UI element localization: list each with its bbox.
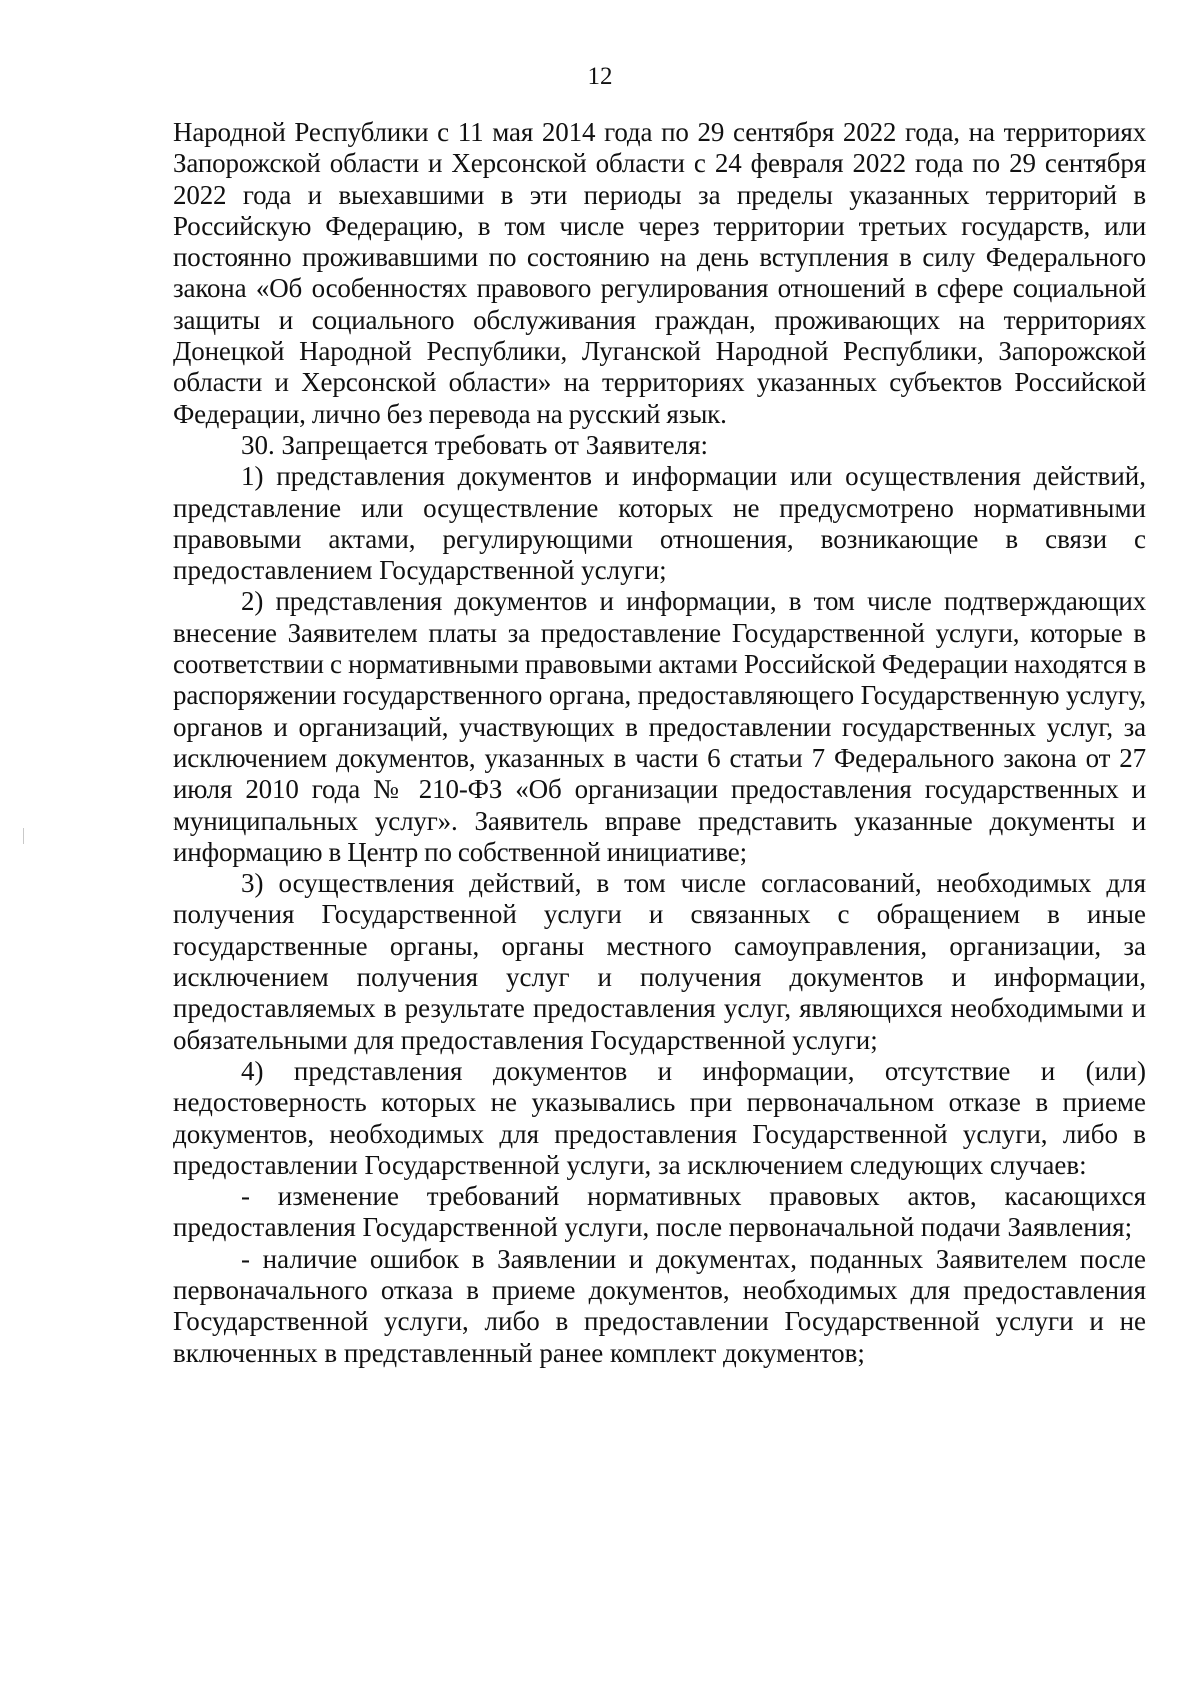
page-number: 12 [587, 63, 613, 90]
paragraph-item-2: 2) представления документов и информации, в том числе подтверждающих внесение Заявителем платы за предоставление Государственной услуги, которые в соответствии с нормативными правовыми актами Российской Федерации находятся в распоряжении государственного органа, предоставляющего Государственную услугу, органов и организаций, участвующих в предоставлении государственных услуг, за исключением документов, указанных в части 6 статьи 7 Федерального закона от 27 июля 2010 года № 210-ФЗ «Об организации предоставления государственных и муниципальных услуг». Заявитель вправе представить указанные документы и информацию в Центр по собственной инициативе; [173, 586, 1146, 867]
list-item-errors-present: - наличие ошибок в Заявлении и документах, поданных Заявителем после первоначального отказа в приеме документов, необходимых для предоставления Государственной услуги, либо в предоставлении Государственной услуги и не включенных в представленный ранее комплект документов; [173, 1243, 1146, 1368]
list-item-requirements-change: - изменение требований нормативных правовых актов, касающихся предоставления Государственной услуги, после первоначальной подачи Заявления; [173, 1181, 1146, 1243]
scan-mark [23, 828, 24, 844]
paragraph-30-heading: 30. Запрещается требовать от Заявителя: [241, 429, 709, 460]
paragraph-item-1: 1) представления документов и информации или осуществления действий, представление или осуществление которых не предусмотрено нормативными правовыми актами, регулирующими отношения, возникающие в связи с предоставлением Государственной услуги; [173, 461, 1146, 586]
paragraph-continuation: Народной Республики с 11 мая 2014 года по 29 сентября 2022 года, на территориях Запорожской области и Херсонской области с 24 февраля 2022 года по 29 сентября 2022 года и выехавшими в эти периоды за пределы указанных территорий в Российскую Федерацию, в том числе через территории третьих государств, или постоянно проживавшими по состоянию на день вступления в силу Федерального закона «Об особенностях правового регулирования отношений в сфере социальной защиты и социального обслуживания граждан, проживающих на территориях Донецкой Народной Республики, Луганской Народной Республики, Запорожской области и Херсонской области» на территориях указанных субъектов Российской Федерации, лично без перевода на русский язык. [173, 117, 1146, 429]
paragraph-item-4: 4) представления документов и информации, отсутствие и (или) недостоверность которых не указывались при первоначальном отказе в приеме документов, необходимых для предоставления Государственной услуги, либо в предоставлении Государственной услуги, за исключением следующих случаев: [173, 1055, 1146, 1180]
paragraph-item-3: 3) осуществления действий, в том числе согласований, необходимых для получения Государственной услуги и связанных с обращением в иные государственные органы, органы местного самоуправления, организации, за исключением получения услуг и получения документов и информации, предоставляемых в результате предоставления услуг, являющихся необходимыми и обязательными для предоставления Государственной услуги; [173, 868, 1146, 1055]
document-body [173, 117, 1146, 1369]
